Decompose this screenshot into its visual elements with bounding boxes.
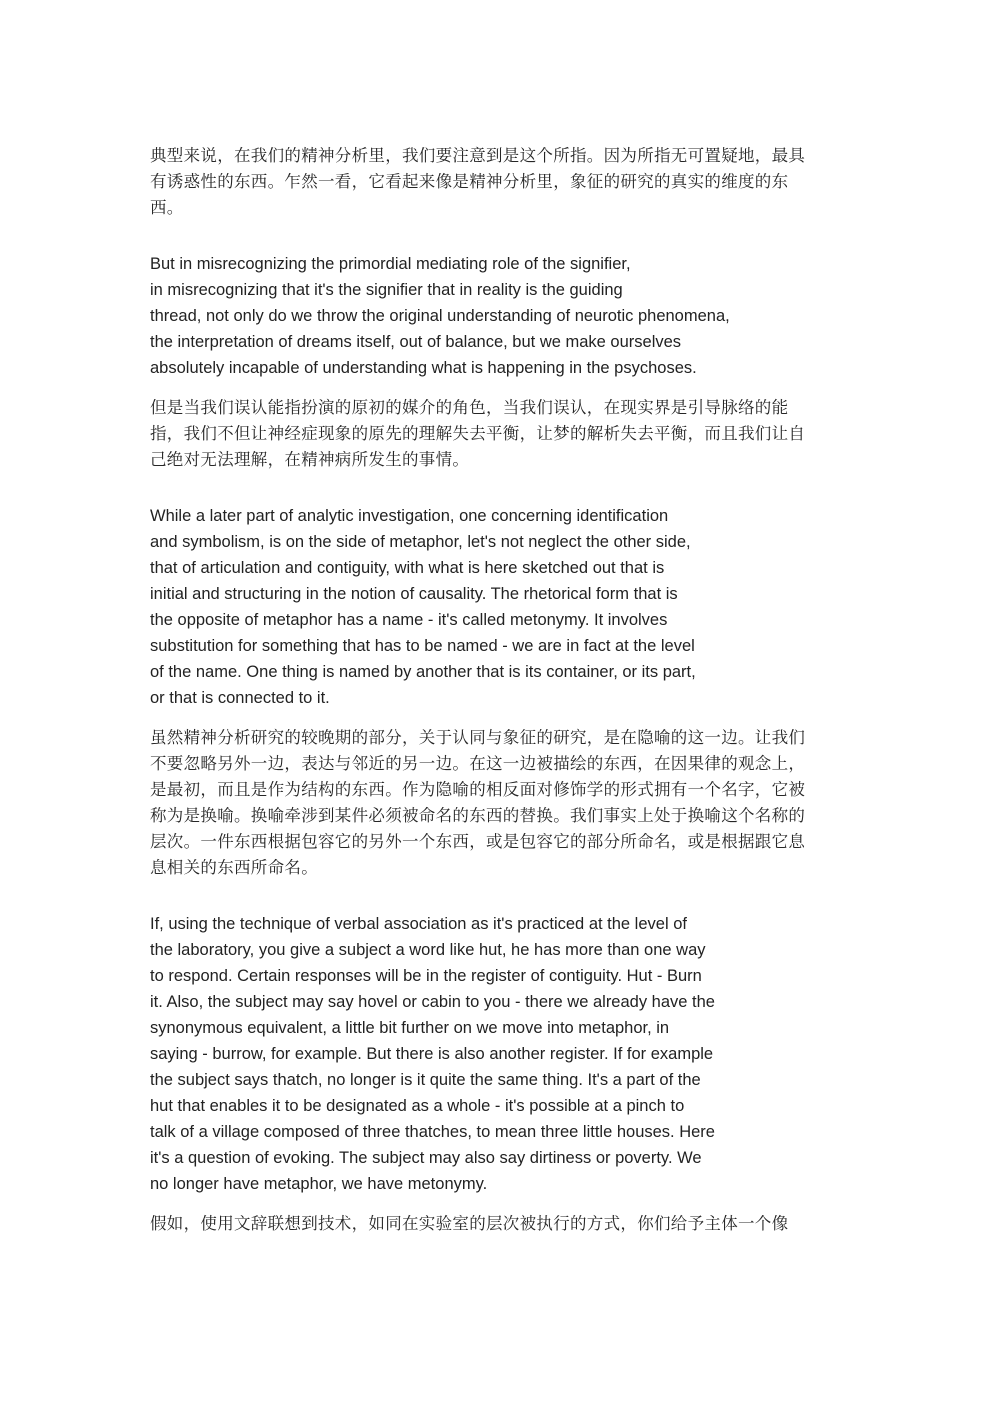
text-line: the opposite of metaphor has a name - it's called metonymy. It involves [150, 611, 668, 629]
text-line: 己绝对无法理解，在精神病所发生的事情。 [150, 450, 470, 469]
text-line: the laboratory, you give a subject a word like hut, he has more than one way [150, 941, 706, 959]
text-line: talk of a village composed of three thatches, to mean three little houses. Here [150, 1123, 715, 1141]
text-line: 典型来说，在我们的精神分析里，我们要注意到是这个所指。因为所指无可置疑地，最具 [150, 146, 806, 165]
text-line: it. Also, the subject may say hovel or cabin to you - there we already have the [150, 993, 715, 1011]
text-line: synonymous equivalent, a little bit further on we move into metaphor, in [150, 1019, 670, 1037]
text-line: 不要忽略另外一边，表达与邻近的另一边。在这一边被描绘的东西，在因果律的观念上， [150, 754, 806, 773]
text-line: the subject says thatch, no longer is it quite the same thing. It's a part of the [150, 1071, 701, 1089]
text-line: 层次。一件东西根据包容它的另外一个东西，或是包容它的部分所命名，或是根据跟它息 [150, 832, 806, 851]
text-line: 但是当我们误认能指扮演的原初的媒介的角色，当我们误认，在现实界是引导脉络的能 [150, 398, 789, 417]
text-line: absolutely incapable of understanding what is happening in the psychoses. [150, 359, 697, 377]
text-line: of the name. One thing is named by another that is its container, or its part, [150, 663, 696, 681]
paragraph-english [150, 503, 842, 711]
text-line: 假如，使用文辞联想到技术，如同在实验室的层次被执行的方式，你们给予主体一个像 [150, 1214, 789, 1233]
text-line: it's a question of evoking. The subject may also say dirtiness or poverty. We [150, 1149, 702, 1167]
text-line: 指，我们不但让神经症现象的原先的理解失去平衡，让梦的解析失去平衡，而且我们让自 [150, 424, 806, 443]
paragraph-spacer [150, 381, 842, 395]
paragraph-spacer [150, 473, 842, 503]
text-line: in misrecognizing that it's the signifier that in reality is the guiding [150, 281, 623, 299]
paragraph-english [150, 911, 842, 1197]
text-line: 称为是换喻。换喻牵涉到某件必须被命名的东西的替换。我们事实上处于换喻这个名称的 [150, 806, 806, 825]
text-line: initial and structuring in the notion of causality. The rhetorical form that is [150, 585, 678, 603]
text-line: that of articulation and contiguity, with what is here sketched out that is [150, 559, 665, 577]
paragraph-spacer [150, 221, 842, 251]
text-line: substitution for something that has to be named - we are in fact at the level [150, 637, 695, 655]
text-line: or that is connected to it. [150, 689, 330, 707]
text-line: If, using the technique of verbal association as it's practiced at the level of [150, 915, 687, 933]
text-line: But in misrecognizing the primordial mediating role of the signifier, [150, 255, 631, 273]
paragraph-chinese [150, 1211, 842, 1237]
paragraph-spacer [150, 1197, 842, 1211]
text-line: 虽然精神分析研究的较晚期的部分，关于认同与象征的研究，是在隐喻的这一边。让我们 [150, 728, 806, 747]
paragraph-spacer [150, 881, 842, 911]
text-line: 西。 [150, 198, 184, 217]
text-line: 有诱惑性的东西。乍然一看，它看起来像是精神分析里，象征的研究的真实的维度的东 [150, 172, 789, 191]
text-line: 息相关的东西所命名。 [150, 858, 318, 877]
paragraph-chinese [150, 725, 842, 881]
document-body [150, 143, 842, 1237]
paragraph-chinese [150, 143, 842, 221]
text-line: hut that enables it to be designated as a whole - it's possible at a pinch to [150, 1097, 685, 1115]
text-line: to respond. Certain responses will be in the register of contiguity. Hut - Burn [150, 967, 702, 985]
paragraph-spacer [150, 711, 842, 725]
text-line: the interpretation of dreams itself, out of balance, but we make ourselves [150, 333, 682, 351]
text-line: no longer have metaphor, we have metonymy. [150, 1175, 488, 1193]
text-line: and symbolism, is on the side of metaphor, let's not neglect the other side, [150, 533, 691, 551]
text-line: saying - burrow, for example. But there is also another register. If for example [150, 1045, 714, 1063]
text-line: While a later part of analytic investigation, one concerning identification [150, 507, 669, 525]
paragraph-chinese [150, 395, 842, 473]
paragraph-english [150, 251, 842, 381]
text-line: thread, not only do we throw the original understanding of neurotic phenomena, [150, 307, 730, 325]
text-line: 是最初，而且是作为结构的东西。作为隐喻的相反面对修饰学的形式拥有一个名字，它被 [150, 780, 806, 799]
